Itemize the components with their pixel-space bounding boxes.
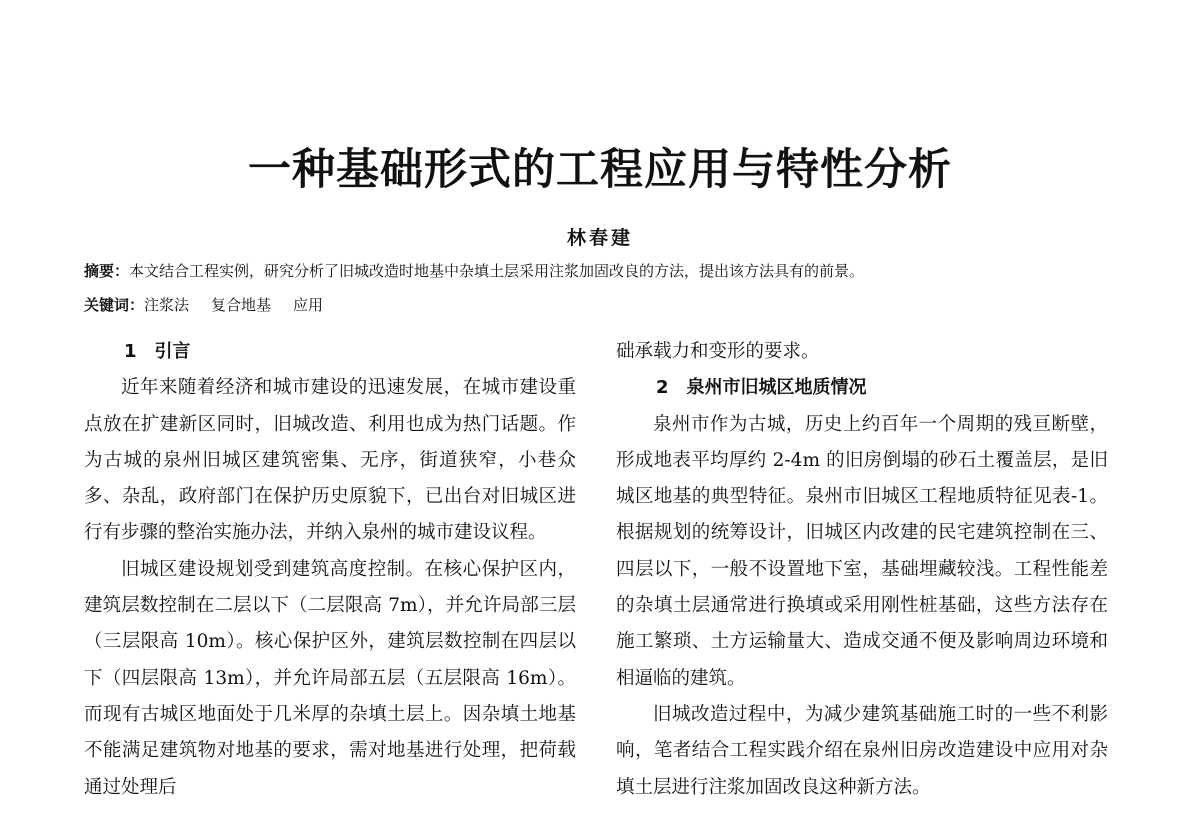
- section-heading-2: [616, 370, 1108, 406]
- author-name: 林春建: [566, 227, 633, 249]
- paragraph: 旧城改造过程中，为减少建筑基础施工时的一些不利影响，笔者结合工程实践介绍在泉州旧房改造建设中应用对杂填土层进行注浆加固改良这种新方法。: [616, 703, 1108, 798]
- abstract-text: 本文结合工程实例，研究分析了旧城改造时地基中杂填土层采用注浆加固改良的方法，提出该方法具有的前景。: [129, 262, 865, 280]
- paragraph: 旧城区建设规划受到建筑高度控制。在核心保护区内，建筑层数控制在二层以下（二层限高 7m），并允许局部三层（三层限高 10m）。核心保护区外，建筑层数控制在四层以下（四层限高 13m），并允许局部五层（五层限高 16m）。而现有古城区地面处于几米厚的杂填土层上。因杂填土地基不能满足建筑物对地基的要求，需对地基进行处理，把荷载通过处理后: [84, 558, 576, 798]
- section-title: 引言: [154, 341, 191, 362]
- keywords-label: 关键词：: [84, 296, 145, 314]
- keyword-item: 注浆法: [144, 296, 190, 314]
- abstract: [84, 259, 1144, 283]
- abstract-label: 摘要：: [84, 262, 130, 280]
- keywords: [84, 293, 1144, 317]
- keyword-item: 复合地基: [211, 296, 272, 314]
- keyword-item: 应用: [293, 296, 324, 314]
- paragraph: 近年来随着经济和城市建设的迅速发展，在城市建设重点放在扩建新区同时，旧城改造、利用也成为热门话题。作为古城的泉州旧城区建筑密集、无序，街道狭窄，小巷众多、杂乱，政府部门在保护历史原貌下，已出台对旧城区进行有步骤的整治实施办法，并纳入泉州的城市建设议程。: [84, 377, 576, 544]
- section-number: 1: [124, 341, 137, 362]
- left-column: [84, 334, 576, 806]
- paragraph-continuation: 础承载力和变形的要求。: [616, 341, 820, 362]
- right-column: [616, 334, 1108, 806]
- section-number: 2: [656, 377, 669, 399]
- paragraph: 泉州市作为古城，历史上约百年一个周期的残亘断壁，形成地表平均厚约 2-4m 的旧房倒塌的砂石土覆盖层，是旧城区地基的典型特征。泉州市旧城区工程地质特征见表-1。根据规划的统筹设计，旧城区内改建的民宅建筑控制在三、四层以下，一般不设置地下室，基础埋藏较浅。工程性能差的杂填土层通常进行换填或采用刚性桩基础，这些方法存在施工繁琐、土方运输量大、造成交通不便及影响周边环境和相逼临的建筑。: [616, 413, 1108, 689]
- page-title: 一种基础形式的工程应用与特性分析: [248, 145, 952, 195]
- section-title: 泉州市旧城区地质情况: [686, 377, 867, 399]
- section-heading-1: [84, 334, 576, 370]
